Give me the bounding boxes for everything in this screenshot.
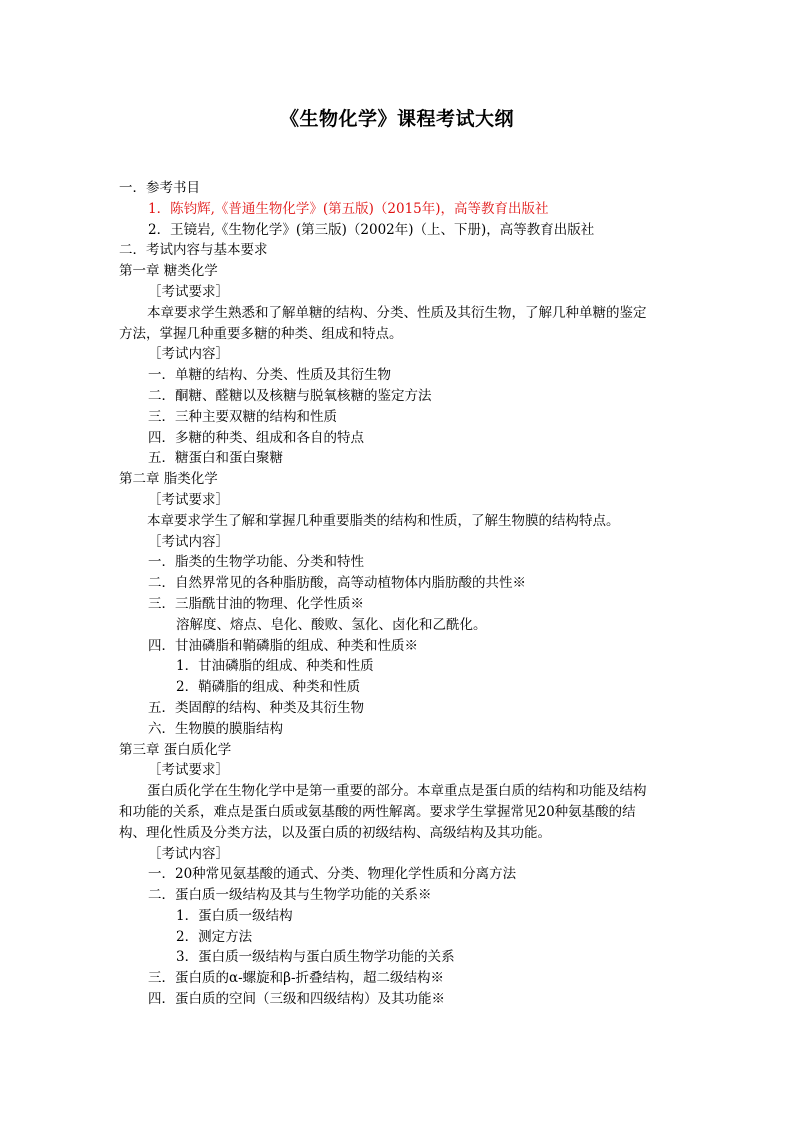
content-subitem: 2．鞘磷脂的组成、种类和性质 bbox=[176, 679, 361, 696]
content-item: 三．三脂酰甘油的物理、化学性质※ bbox=[148, 595, 364, 612]
exam-requirements-label: ［考试要求］ bbox=[148, 491, 229, 508]
exam-content-label: ［考试内容］ bbox=[148, 845, 229, 862]
content-item: 五．糖蛋白和蛋白聚糖 bbox=[148, 450, 283, 467]
content-item: 四．蛋白质的空间（三级和四级结构）及其功能※ bbox=[148, 991, 445, 1008]
chapter-heading-1: 第一章 糖类化学 bbox=[119, 263, 218, 280]
document-title: 《生物化学》课程考试大纲 bbox=[279, 108, 514, 130]
content-subitem: 1．蛋白质一级结构 bbox=[176, 907, 293, 924]
exam-requirements-text: 本章要求学生了解和掌握几种重要脂类的结构和性质，了解生物膜的结构特点。 bbox=[147, 512, 620, 529]
content-item: 一．脂类的生物学功能、分类和特性 bbox=[148, 554, 364, 571]
content-item: 六．生物膜的膜脂结构 bbox=[148, 720, 283, 737]
chapter-heading-3: 第三章 蛋白质化学 bbox=[119, 741, 232, 758]
reference-item-2: 2．王镜岩,《生物化学》(第三版)（2002年)（上、下册)，高等教育出版社 bbox=[148, 221, 595, 238]
document-body bbox=[0, 178, 794, 1010]
content-item: 一．单糖的结构、分类、性质及其衍生物 bbox=[148, 367, 391, 384]
content-subitem: 溶解度、熔点、皂化、酸败、氢化、卤化和乙酰化。 bbox=[176, 616, 487, 633]
content-subitem: 2．测定方法 bbox=[176, 928, 253, 945]
exam-requirements-label: ［考试要求］ bbox=[148, 283, 229, 300]
exam-requirements-text: 蛋白质化学在生物化学中是第一重要的部分。本章重点是蛋白质的结构和功能及结构和功能的关系，难点是蛋白质或氨基酸的两性解离。要求学生掌握常见20种氨基酸的结构、理化性质及分类方法，以及蛋白质的初级结构、高级结构及其功能。 bbox=[119, 783, 647, 841]
content-subitem: 1．甘油磷脂的组成、种类和性质 bbox=[176, 658, 374, 675]
content-item: 三．三种主要双糖的结构和性质 bbox=[148, 408, 337, 425]
section-heading-references: 一．参考书目 bbox=[119, 180, 200, 196]
content-item: 二．蛋白质一级结构及其与生物学功能的关系※ bbox=[148, 887, 432, 904]
reference-item-1: 1．陈钧辉,《普通生物化学》(第五版)（2015年)，高等教育出版社 bbox=[148, 200, 549, 217]
content-item: 三．蛋白质的α-螺旋和β-折叠结构，超二级结构※ bbox=[148, 970, 445, 987]
content-item: 二．酮糖、醛糖以及核糖与脱氧核糖的鉴定方法 bbox=[148, 387, 432, 404]
content-item: 四．甘油磷脂和鞘磷脂的组成、种类和性质※ bbox=[148, 637, 418, 654]
content-subitem: 3．蛋白质一级结构与蛋白质生物学功能的关系 bbox=[176, 949, 455, 966]
chapter-heading-2: 第二章 脂类化学 bbox=[119, 471, 218, 488]
content-item: 四．多糖的种类、组成和各自的特点 bbox=[148, 429, 364, 446]
content-item: 一．20种常见氨基酸的通式、分类、物理化学性质和分离方法 bbox=[148, 866, 517, 883]
content-item: 二．自然界常见的各种脂肪酸，高等动植物体内脂肪酸的共性※ bbox=[148, 575, 526, 592]
exam-content-label: ［考试内容］ bbox=[148, 346, 229, 363]
section-heading-requirements: 二．考试内容与基本要求 bbox=[119, 242, 268, 259]
exam-requirements-text: 本章要求学生熟悉和了解单糖的结构、分类、性质及其衍生物，了解几种单糖的鉴定方法，掌握几种重要多糖的种类、组成和特点。 bbox=[119, 304, 647, 342]
exam-content-label: ［考试内容］ bbox=[148, 533, 229, 550]
content-item: 五．类固醇的结构、种类及其衍生物 bbox=[148, 699, 364, 716]
exam-requirements-label: ［考试要求］ bbox=[148, 762, 229, 779]
